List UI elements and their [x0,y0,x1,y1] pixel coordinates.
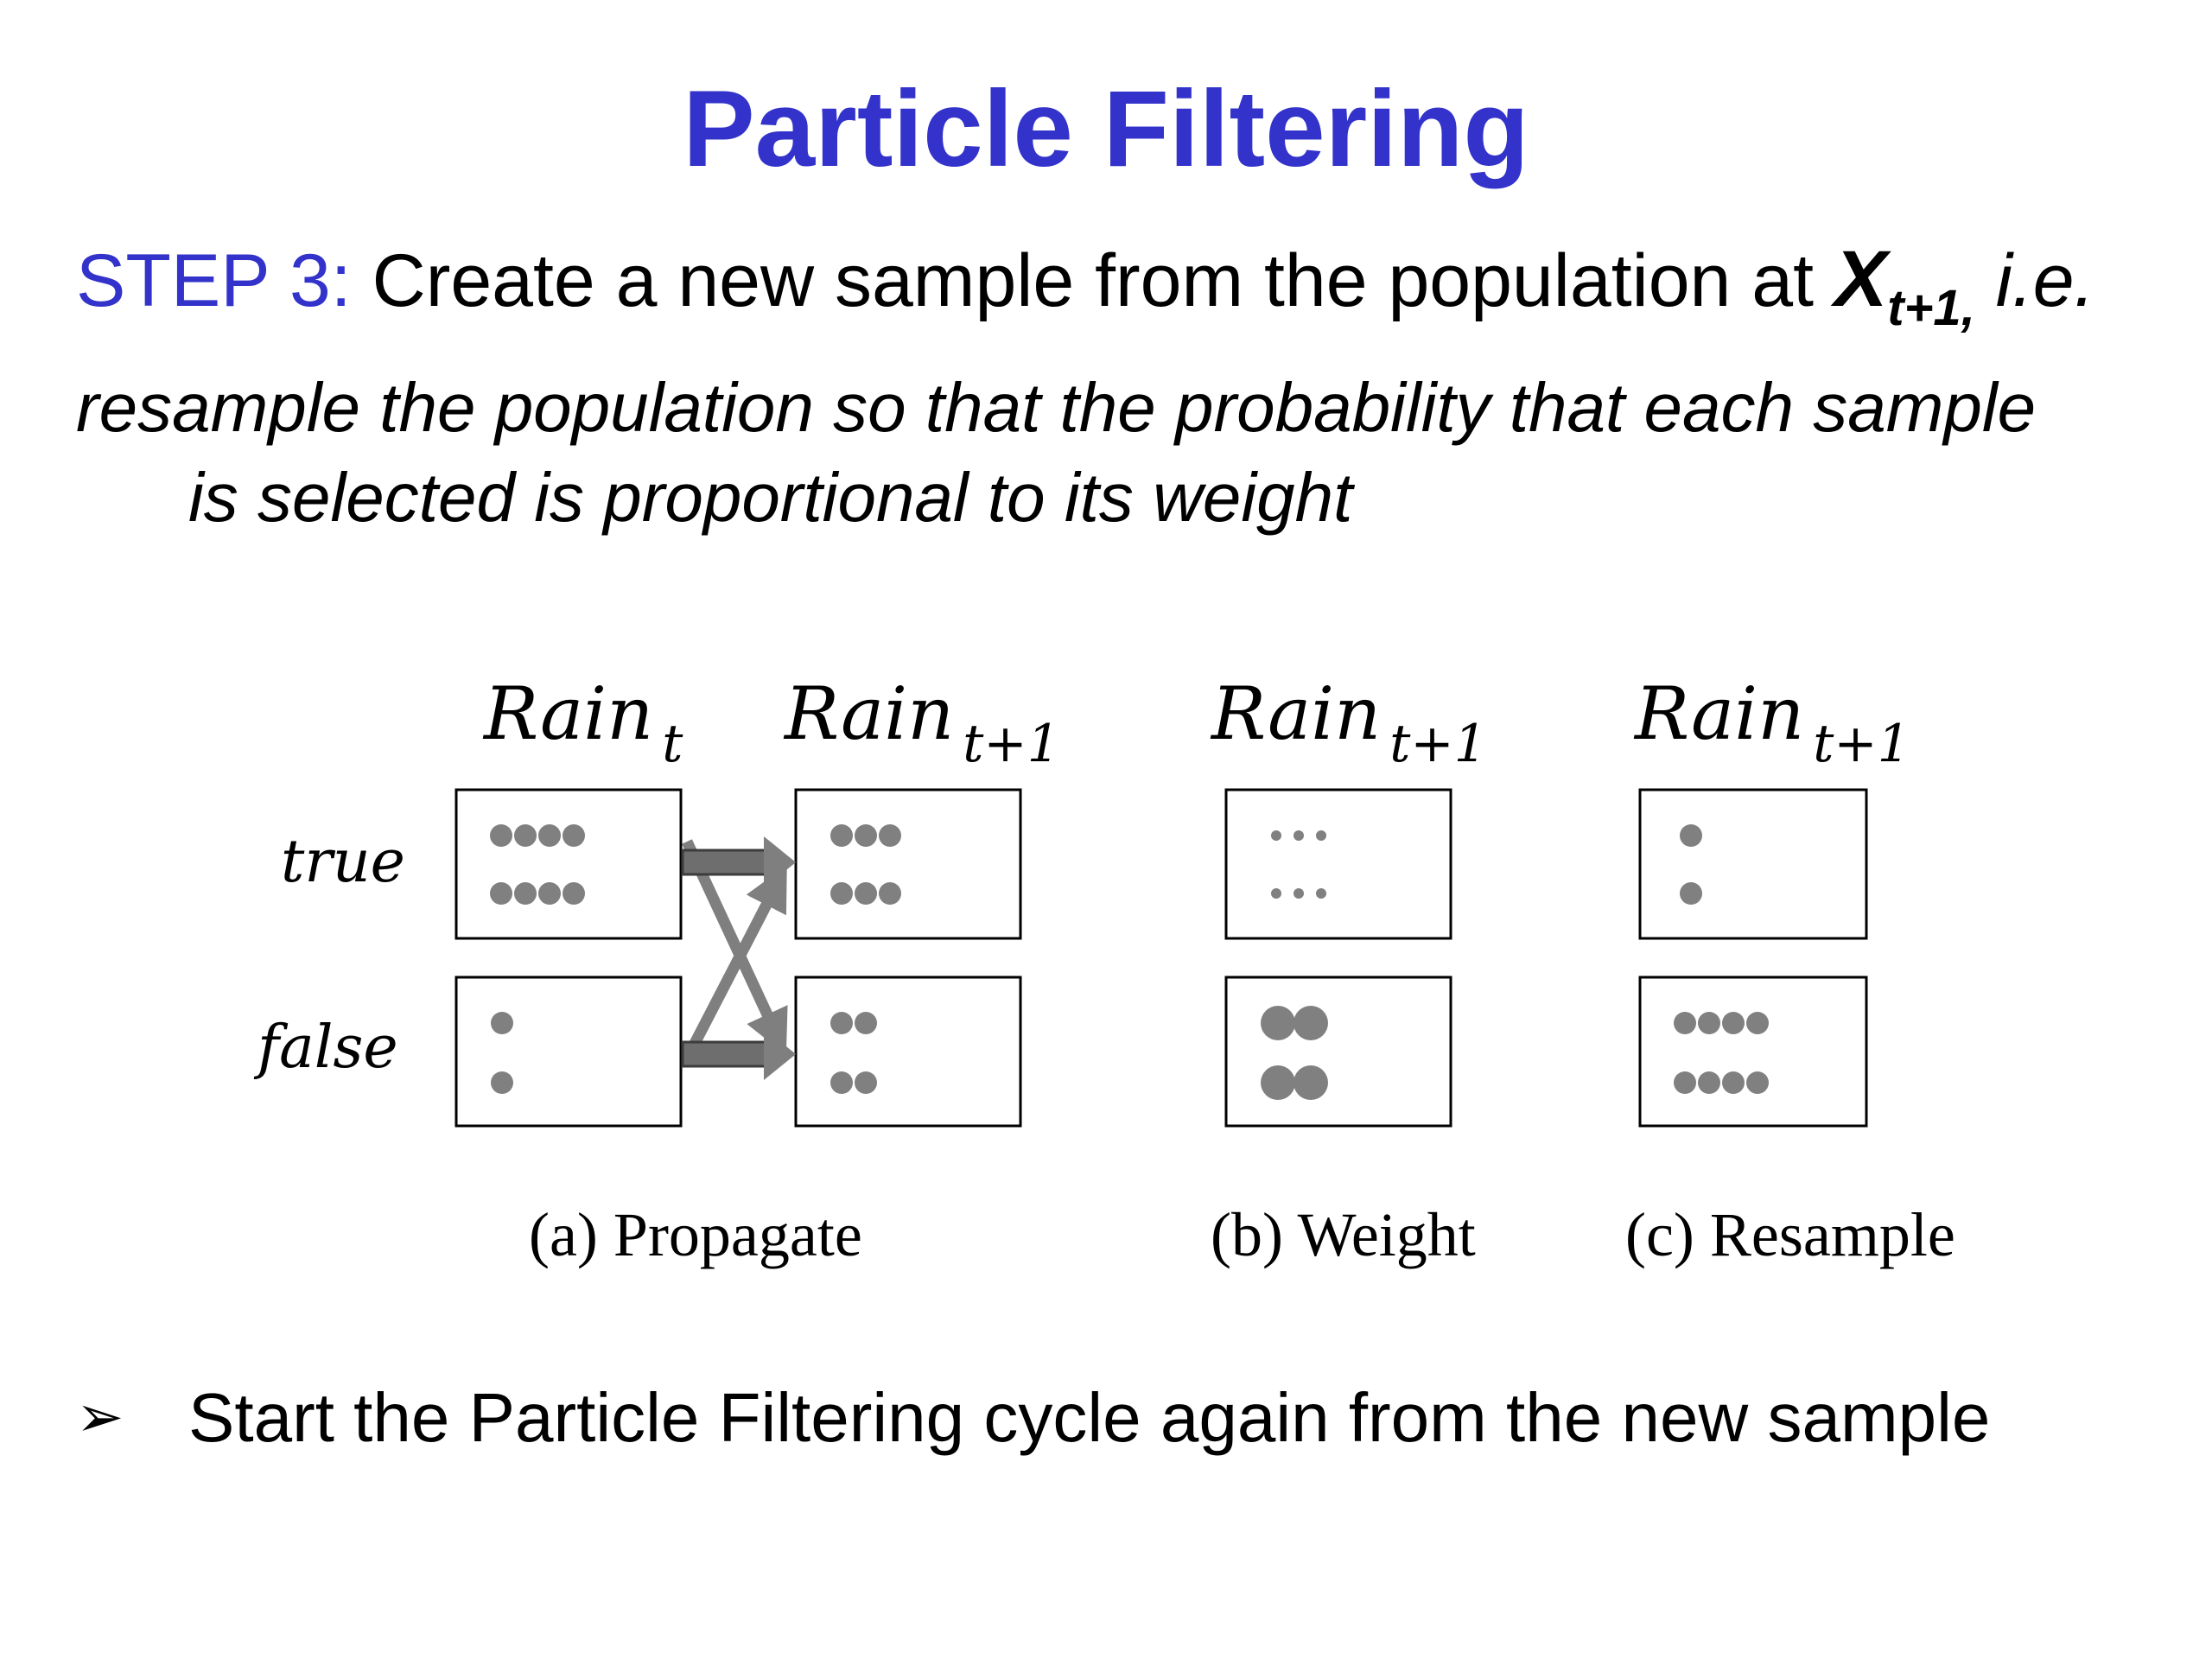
arrow-true-to-true-shaft [683,850,766,874]
row-label-false: false [257,1014,398,1082]
state-variable: X [1834,235,1888,323]
arrow-bullet-icon: ➢ [76,1383,124,1450]
particle [1271,888,1281,899]
step-label: STEP 3: [76,239,352,322]
column-header-rain-t1-weight: Rain $_{t+1}$ [1211,671,1487,774]
column-header-rain-t1-propagate: Rain $_{t+1}$ [785,671,1060,774]
column-header-rain-t1-resample: Rain $_{t+1}$ [1635,671,1910,774]
slide-title: Particle Filtering [683,69,1529,189]
explanation-line-1: resample the population so that the probability that each sample [76,369,2037,446]
propagate-arrows [683,836,796,1080]
particle [1680,882,1702,905]
bullet-text: Start the Particle Filtering cycle again from the new sample [188,1379,1991,1456]
particle [1722,1012,1745,1034]
particle [514,882,537,905]
arrow-true-to-true-head [764,836,796,888]
explanation-line-2: is selected is proportional to its weight [188,459,1353,536]
box-resample-true [1640,790,1866,938]
particle [855,882,877,905]
particle [1294,830,1304,841]
particle [538,882,561,905]
box-propagate-false [796,977,1020,1126]
particle [538,824,561,847]
particle [1316,888,1326,899]
box-weight-false [1226,977,1451,1126]
particle [491,1071,513,1094]
particle [1294,1065,1328,1100]
particle [855,1012,877,1034]
particle [1722,1071,1745,1094]
particle [1674,1012,1696,1034]
particle [1680,824,1702,847]
particle [830,1012,853,1034]
particle [563,824,585,847]
step-text: Create a new sample from the population at [351,239,1834,322]
particle [830,1071,853,1094]
particle [490,882,512,905]
box-weight-true [1226,790,1451,938]
caption-propagate: (a) Propagate [529,1200,862,1269]
particle [1698,1071,1720,1094]
particle [1261,1065,1295,1100]
box-resample-false [1640,977,1866,1126]
particle [879,882,901,905]
caption-weight: (b) Weight [1211,1200,1476,1269]
particle [855,824,877,847]
particle [1271,830,1281,841]
particle [514,824,537,847]
particle [1674,1071,1696,1094]
box-rain-t-true [456,790,681,938]
column-header-rain-t: Rain $_t$ [484,671,683,774]
particle [1294,1006,1328,1040]
row-label-true: true [281,828,405,896]
particle [879,824,901,847]
box-propagate-true [796,790,1020,938]
particle [563,882,585,905]
arrow-false-to-false-shaft [683,1042,766,1066]
ie-text: i.e. [1974,239,2095,322]
particle [855,1071,877,1094]
particle [1746,1012,1769,1034]
particle [1698,1012,1720,1034]
state-variable-subscript: t+1, [1887,280,1975,336]
arrow-false-to-false-head [764,1028,796,1080]
caption-resample: (c) Resample [1625,1200,1955,1269]
bullet-item [76,1374,1990,1461]
particle [830,882,853,905]
box-rain-t-false [456,977,681,1126]
particle [490,824,512,847]
particle [1294,888,1304,899]
particle [1261,1006,1295,1040]
particle [830,824,853,847]
particle [1316,830,1326,841]
particle [491,1012,513,1034]
particle [1746,1071,1769,1094]
